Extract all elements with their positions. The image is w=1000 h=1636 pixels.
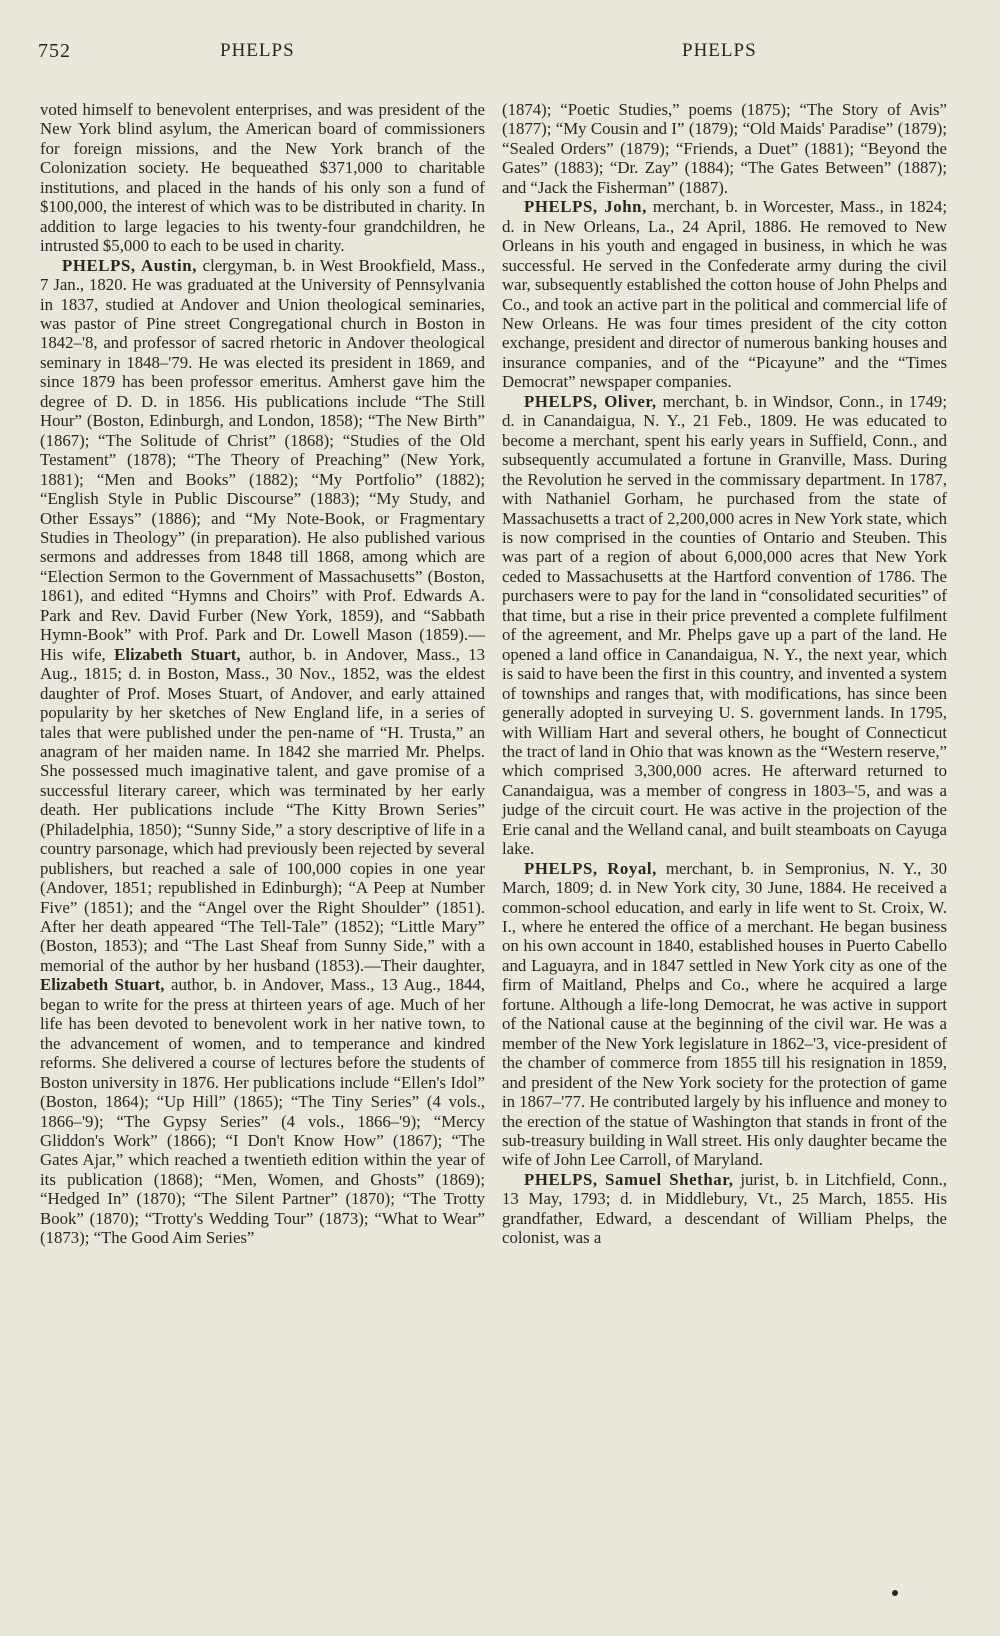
entry-heading: PHELPS, Austin, (62, 255, 197, 275)
entry-oliver-phelps (502, 392, 947, 859)
running-head-left: PHELPS (220, 40, 295, 61)
continued-entry-text: voted himself to benevolent enterprises, and was president of the New York blind asylum, the American board of commissioners for foreign missions, and the New York branch of the Colonization society. He bequeathed $371,000 to charitable institutions, and placed in the hands of his only son a fund of $100,000, the interest of which was to be distributed in charity. In addition to large legacies to his twenty-four grandchildren, he intrusted $5,000 to each to be used in charity. (40, 100, 485, 256)
ink-dot (892, 1590, 898, 1596)
left-column (40, 100, 485, 1248)
right-column (502, 100, 947, 1248)
page-number: 752 (38, 40, 71, 62)
entry-royal-phelps (502, 859, 947, 1170)
entry-heading: PHELPS, John, (524, 197, 647, 217)
entry-text: jurist, b. in Litchfield, Conn., 13 May, 1793; d. in Middlebury, Vt., 25 March, 1855. His grandfather, Edward, a descendant of William Phelps, the colonist, was a (502, 1169, 947, 1248)
entry-text: clergyman, b. in West Brookfield, Mass., 7 Jan., 1820. He was graduated at the University of Pennsylvania in 1837, studied at Andover and Union theological seminaries, was pastor of Pine street Congregational church in Boston in 1842–'8, and professor of sacred rhetoric in Andover theological seminary in 1848–'79. He was elected its president in 1869, and since 1879 has been professor emeritus. Amherst gave him the degree of D. D. in 1856. His publications include “The Still Hour” (Boston, Edinburgh, and London, 1858); “The New Birth” (1867); “The Solitude of Christ” (1868); “Studies of the Old Testament” (1878); “The Theory of Preaching” (New York, 1881); “Men and Books” (1882); “My Portfolio” (1882); “English Style in Public Discourse” (1883); “My Study, and Other Essays” (1886); and “My Note-Book, or Fragmentary Studies in Theology” (in preparation). He also published various sermons and addresses from 1848 till 1868, among which are “Election Sermon to the Government of Massachusetts” (Boston, 1861), and edited “Hymns and Choirs” with Prof. Edwards A. Park and Rev. David Furber (New York, 1859), and “Sabbath Hymn-Book” with Prof. Park and Dr. Lowell Mason (1859).—His wife, (40, 255, 486, 664)
entry-text: merchant, b. in Worcester, Mass., in 1824; d. in New Orleans, La., 24 April, 1886. He removed to New Orleans in his youth and engaged in business, in which he was successful. He served in the Confederate army during the civil war, subsequently established the cotton house of John Phelps and Co., and took an active part in the political and commercial life of New Orleans. He was four times president of the city cotton exchange, president and director of numerous banking houses and insurance companies, and of the “Picayune” and the “Times Democrat” newspaper companies. (502, 197, 947, 392)
continued-entry-text: (1874); “Poetic Studies,” poems (1875); “The Story of Avis” (1877); “My Cousin and I” (1879); “Old Maids' Paradise” (1879); “Sealed Orders” (1879); “Friends, a Duet” (1881); “Beyond the Gates” (1883); “Dr. Zay” (1884); “The Gates Between” (1887); and “Jack the Fisherman” (1887). (502, 100, 947, 197)
entry-john-phelps (502, 197, 947, 392)
sub-entry-text: author, b. in Andover, Mass., 13 Aug., 1844, began to write for the press at thirteen years of age. Much of her life has been devoted to benevolent work in her native town, to the advancement of women, and to temperance and kindred reforms. She delivered a course of lectures before the students of Boston university in 1876. Her publications include “Ellen's Idol” (Boston, 1864); “Up Hill” (1865); “The Tiny Series” (4 vols., 1866–'9); “The Gypsy Series” (4 vols., 1866–'9); “Mercy Gliddon's Work” (1866); “I Don't Know How” (1867); “The Gates Ajar,” which reached a twentieth edition within the year of its publication (1868); “Men, Women, and Ghosts” (1869); “Hedged In” (1870); “The Silent Partner” (1870); “The Trotty Book” (1870); “Trotty's Wedding Tour” (1873); “What to Wear” (1873); “The Good Aim Series” (40, 975, 485, 1248)
sub-entry-heading: Elizabeth Stuart, (40, 975, 165, 995)
entry-text: merchant, b. in Sempronius, N. Y., 30 March, 1809; d. in New York city, 30 June, 1884. He received a common-school education, and early in life went to St. Croix, W. I., where he entered the office of a merchant. He began business on his own account in 1840, established houses in Puerto Cabello and Laguayra, and in 1847 settled in New York city as one of the firm of Maitland, Phelps and Co., where he acquired a large fortune. Although a life-long Democrat, he was active in support of the National cause at the beginning of the civil war. He was a member of the New York legislature in 1862–'3, vice-president of the chamber of commerce from 1855 till his resignation in 1859, and president of the New York society for the protection of game in 1867–'77. He contributed largely by his influence and money to the erection of the statue of Washington that stands in front of the sub-treasury building in Wall street. His only daughter became the wife of John Lee Carroll, of Maryland. (502, 858, 947, 1170)
entry-heading: PHELPS, Samuel Shethar, (524, 1169, 734, 1189)
running-head-right: PHELPS (682, 40, 757, 61)
entry-austin-phelps (40, 256, 485, 1248)
entry-text: merchant, b. in Windsor, Conn., in 1749; d. in Canandaigua, N. Y., 21 Feb., 1809. He was educated to become a merchant, spent his early years in Suffield, Conn., and subsequently accumulated a fortune in Granville, Mass. During the Revolution he served in the commissary department. In 1787, with Nathaniel Gorham, he purchased from the state of Massachusetts a tract of 2,200,000 acres in New York state, which is now comprised in the counties of Ontario and Steuben. This was part of a region of about 6,000,000 acres that New York ceded to Massachusetts at the Hartford convention of 1786. The purchasers were to pay for the land in “consolidated securities” of that time, but a rise in their price prevented a complete fulfilment of the agreement, and Mr. Phelps gave up a part of the land. He opened a land office in Canandaigua, N. Y., the next year, which is said to have been the first in this country, and invented a system of townships and ranges that, with modifications, has since been generally adopted in surveying U. S. government lands. In 1795, with William Hart and several others, he bought of Connecticut the tract of land in Ohio that was known as the “Western reserve,” which comprised 3,300,000 acres. He afterward returned to Canandaigua, was a member of congress in 1803–'5, and was a judge of the circuit court. He was active in the projection of the Erie canal and the Welland canal, and built steamboats on Cayuga lake. (502, 391, 947, 859)
sub-entry-text: author, b. in Andover, Mass., 13 Aug., 1815; d. in Boston, Mass., 30 Nov., 1852, was the eldest daughter of Prof. Moses Stuart, of Andover, and early attained popularity by her sketches of New England life, in a series of tales that were published under the pen-name of “H. Trusta,” an anagram of her maiden name. In 1842 she married Mr. Phelps. She possessed much imaginative talent, and gave promise of a successful literary career, which was terminated by her early death. Her publications include “The Kitty Brown Series” (Philadelphia, 1850); “Sunny Side,” a story descriptive of life in a country parsonage, which had previously been rejected by several publishers, but reached a sale of 100,000 copies in one year (Andover, 1851; republished in Edinburgh); “A Peep at Number Five” (1851); and the “Angel over the Right Shoulder” (1851). After her death appeared “The Tell-Tale” (1852); “Little Mary” (Boston, 1853); and “The Last Sheaf from Sunny Side,” with a memorial of the author by her husband (1853).—Their daughter, (40, 644, 485, 975)
sub-entry-heading: Elizabeth Stuart, (114, 644, 241, 664)
entry-heading: PHELPS, Oliver, (524, 391, 657, 411)
entry-samuel-phelps (502, 1170, 947, 1248)
entry-heading: PHELPS, Royal, (524, 858, 657, 878)
